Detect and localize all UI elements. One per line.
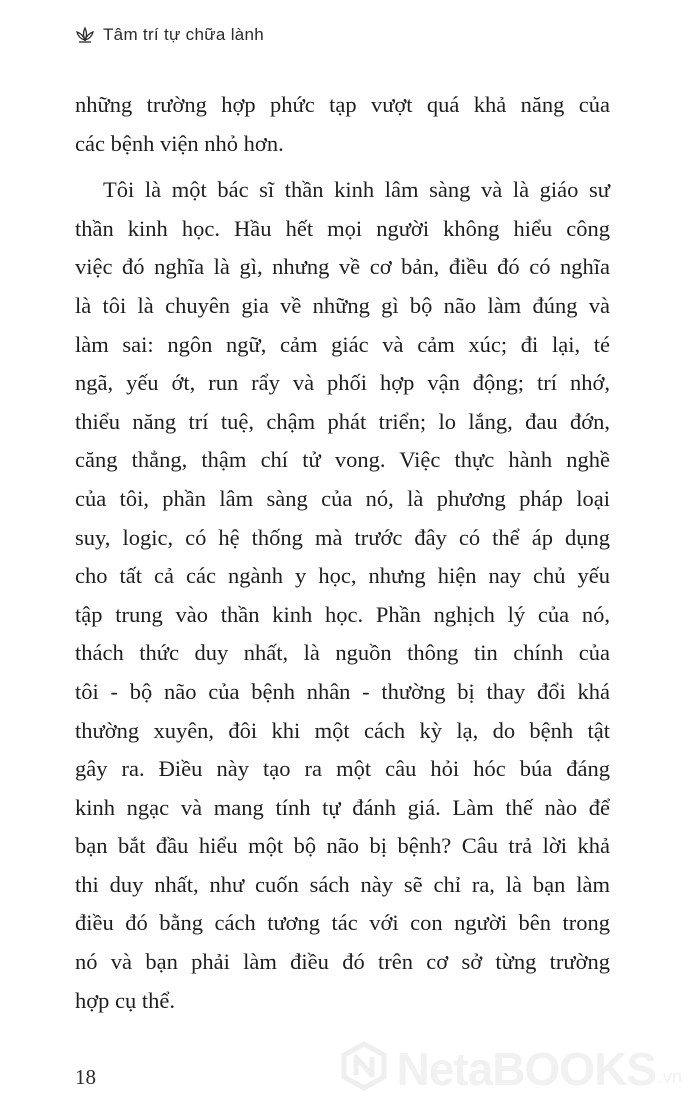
- text-line: Tôi là một bác sĩ thần kinh lâm sàng và là giáo sư: [103, 177, 610, 203]
- lotus-icon: [75, 26, 95, 44]
- text-line: là tôi là chuyên gia về những gì bộ não làm đúng và: [75, 292, 610, 318]
- text-line: bạn bắt đầu hiểu một bộ não bị bệnh? Câu trả lời khả: [75, 833, 610, 859]
- text-line: ngã, yếu ớt, run rẩy và phối hợp vận động; trí nhớ,: [75, 370, 610, 396]
- text-line: việc đó nghĩa là gì, nhưng về cơ bản, điều đó có nghĩa: [75, 254, 610, 280]
- text-line: căng thẳng, thậm chí tử vong. Việc thực hành nghề: [75, 447, 610, 473]
- text-line: tôi - bộ não của bệnh nhân - thường bị thay đổi khá: [75, 678, 610, 704]
- text-line: làm sai: ngôn ngữ, cảm giác và cảm xúc; đi lại, té: [75, 331, 610, 357]
- netabooks-logo-icon: [339, 1041, 389, 1096]
- text-line: tập trung vào thần kinh học. Phần nghịch lý của nó,: [75, 601, 610, 627]
- text-line: những trường hợp phức tạp vượt quá khả năng của: [75, 92, 610, 117]
- text-line: hợp cụ thể.: [75, 987, 175, 1013]
- text-line: cho tất cả các ngành y học, nhưng hiện nay chủ yếu: [75, 563, 610, 589]
- text-line: thiểu năng trí tuệ, chậm phát triển; lo lắng, đau đớn,: [75, 408, 610, 434]
- paragraph-main: [75, 171, 610, 1020]
- text-line: nó và bạn phải làm điều đó trên cơ sở từng trường: [75, 949, 610, 975]
- book-title: Tâm trí tự chữa lành: [103, 25, 265, 44]
- text-line: các bệnh viện nhỏ hơn.: [75, 130, 284, 156]
- text-line: thường xuyên, đôi khi một cách kỳ lạ, do bệnh tật: [75, 717, 610, 743]
- running-header: [75, 22, 264, 48]
- paragraph-continuation: [75, 86, 610, 163]
- watermark: [339, 1041, 682, 1096]
- text-line: kinh ngạc và mang tính tự đánh giá. Làm thế nào để: [75, 794, 610, 820]
- text-line: thi duy nhất, như cuốn sách này sẽ chỉ ra, là bạn làm: [75, 871, 610, 897]
- page-body: [75, 86, 610, 1020]
- text-line: thần kinh học. Hầu hết mọi người không hiểu công: [75, 215, 610, 241]
- text-line: của tôi, phần lâm sàng của nó, là phương pháp loại: [75, 485, 610, 511]
- page-number: 18: [75, 1065, 96, 1089]
- text-line: thách thức duy nhất, là nguồn thông tin chính của: [75, 640, 610, 666]
- text-line: suy, logic, có hệ thống mà trước đây có thể áp dụng: [75, 524, 610, 550]
- text-line: điều đó bằng cách tương tác với con người bên trong: [75, 910, 610, 936]
- watermark-suffix: .vn: [657, 1067, 682, 1087]
- watermark-brand: NetaBOOKS: [396, 1042, 656, 1095]
- text-line: gây ra. Điều này tạo ra một câu hỏi hóc búa đáng: [75, 756, 610, 782]
